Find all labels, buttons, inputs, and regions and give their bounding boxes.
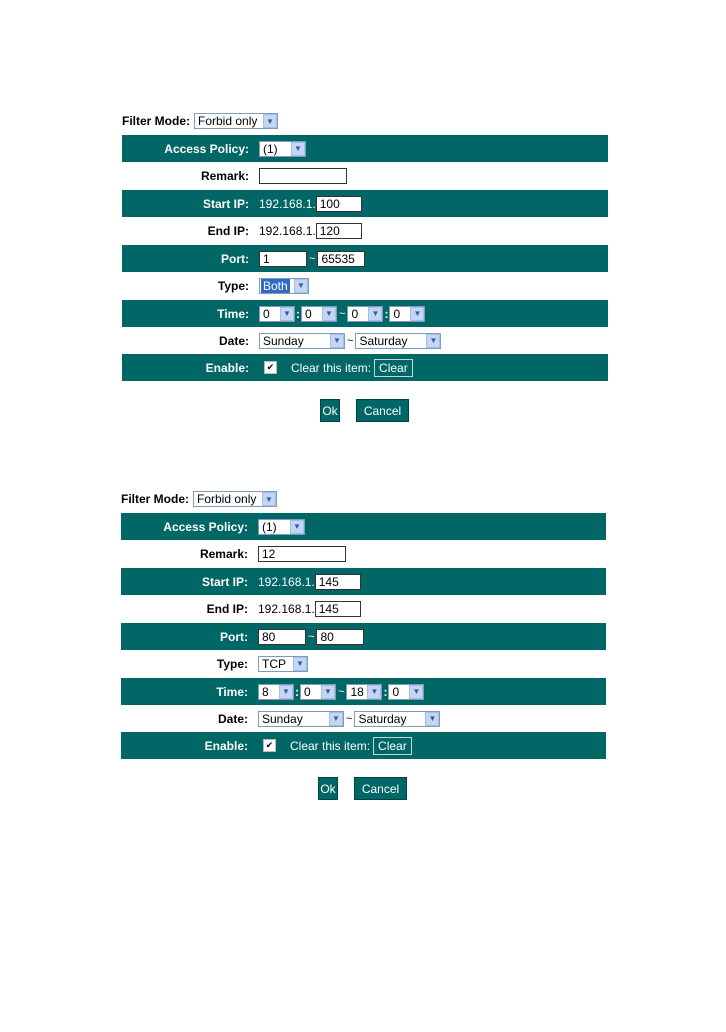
remark-row — [121, 540, 606, 567]
date-row — [122, 327, 608, 354]
enable-checkbox[interactable] — [264, 361, 277, 374]
filter-mode-row — [121, 487, 277, 511]
date-end-select[interactable] — [354, 711, 440, 727]
time-start-hour-value: 8 — [262, 684, 269, 699]
port-end-input[interactable]: 65535 — [317, 251, 365, 267]
chevron-down-icon[interactable]: ▼ — [410, 307, 424, 321]
date-end-value: Saturday — [359, 333, 408, 348]
chevron-down-icon[interactable]: ▼ — [330, 334, 344, 348]
chevron-down-icon[interactable]: ▼ — [368, 307, 382, 321]
type-row — [121, 650, 606, 677]
chevron-down-icon[interactable]: ▼ — [409, 685, 423, 699]
time-range-separator: ~ — [338, 685, 345, 698]
time-range-separator: ~ — [339, 307, 346, 320]
access-policy-value: (1) — [263, 141, 278, 156]
cancel-button[interactable]: Cancel — [354, 777, 407, 800]
date-start-select[interactable] — [258, 711, 344, 727]
end-ip-row — [121, 595, 606, 622]
remark-row — [122, 162, 608, 189]
chevron-down-icon[interactable]: ▼ — [322, 307, 336, 321]
time-end-hour-select[interactable] — [346, 684, 382, 700]
filter-panel-2 — [121, 487, 606, 807]
time-row — [121, 678, 606, 705]
time-end-min-select[interactable] — [389, 306, 425, 322]
time-start-hour-select[interactable] — [258, 684, 294, 700]
start-ip-prefix: 192.168.1. — [258, 574, 315, 589]
type-row — [122, 272, 608, 299]
enable-row — [121, 732, 606, 759]
chevron-down-icon[interactable]: ▼ — [425, 712, 439, 726]
chevron-down-icon[interactable]: ▼ — [293, 657, 307, 671]
remark-label: Remark: — [199, 546, 248, 561]
chevron-down-icon[interactable]: ▼ — [426, 334, 440, 348]
remark-input[interactable]: 12 — [258, 546, 346, 562]
time-label: Time: — [217, 306, 249, 321]
time-end-min-value: 0 — [392, 684, 400, 699]
date-range-separator: ~ — [346, 712, 353, 725]
chevron-down-icon[interactable]: ▼ — [367, 685, 381, 699]
end-ip-label: End IP: — [206, 601, 248, 616]
filter-mode-label: Filter Mode: — [122, 114, 190, 128]
access-policy-select[interactable] — [259, 141, 306, 157]
access-policy-row — [122, 135, 608, 162]
chevron-down-icon[interactable]: ▼ — [294, 279, 308, 293]
port-range-separator: ~ — [308, 630, 315, 643]
access-policy-select[interactable] — [258, 519, 305, 535]
filter-mode-select[interactable] — [194, 113, 278, 129]
port-row — [121, 623, 606, 650]
end-ip-row — [122, 217, 608, 244]
date-end-select[interactable] — [355, 333, 441, 349]
type-value: Both — [263, 278, 288, 293]
access-policy-row — [121, 513, 606, 540]
start-ip-input[interactable]: 100 — [316, 196, 362, 212]
time-label: Time: — [216, 684, 248, 699]
time-end-min-value: 0 — [393, 306, 401, 321]
end-ip-prefix: 192.168.1. — [258, 601, 315, 616]
filter-panel-1 — [122, 109, 608, 429]
port-start-input[interactable]: 80 — [258, 629, 306, 645]
clear-button[interactable]: Clear — [374, 359, 413, 377]
type-label: Type: — [216, 656, 248, 671]
checkmark-icon: ✔ — [265, 740, 274, 750]
type-select[interactable] — [259, 278, 309, 294]
ok-button[interactable]: Ok — [320, 399, 340, 422]
end-ip-label: End IP: — [207, 223, 249, 238]
date-row — [121, 705, 606, 732]
access-policy-label: Access Policy: — [164, 141, 249, 156]
enable-label: Enable: — [205, 360, 249, 375]
chevron-down-icon[interactable]: ▼ — [321, 685, 335, 699]
chevron-down-icon[interactable]: ▼ — [263, 114, 277, 128]
port-range-separator: ~ — [309, 252, 316, 265]
filter-mode-label: Filter Mode: — [121, 492, 189, 506]
time-end-hour-value: 18 — [350, 684, 364, 699]
cancel-button[interactable]: Cancel — [356, 399, 409, 422]
port-row — [122, 245, 608, 272]
type-select[interactable] — [258, 656, 308, 672]
time-row — [122, 300, 608, 327]
access-policy-label: Access Policy: — [163, 519, 248, 534]
start-ip-input[interactable]: 145 — [315, 574, 361, 590]
time-end-min-select[interactable] — [388, 684, 424, 700]
time-end-hour-select[interactable] — [347, 306, 383, 322]
date-range-separator: ~ — [347, 334, 354, 347]
enable-row — [122, 354, 608, 381]
port-end-input[interactable]: 80 — [316, 629, 364, 645]
date-label: Date: — [218, 333, 249, 348]
clear-item-label: Clear this item: — [291, 360, 372, 375]
filter-mode-select[interactable] — [193, 491, 277, 507]
start-ip-row — [121, 568, 606, 595]
time-end-hour-value: 0 — [351, 306, 359, 321]
filter-mode-value: Forbid only — [198, 114, 258, 128]
remark-input[interactable] — [259, 168, 347, 184]
port-label: Port: — [220, 629, 248, 644]
time-colon: : — [296, 306, 300, 321]
end-ip-input[interactable]: 120 — [316, 223, 362, 239]
ok-button[interactable]: Ok — [318, 777, 338, 800]
date-start-select[interactable] — [259, 333, 345, 349]
time-start-hour-value: 0 — [263, 306, 270, 321]
port-start-input[interactable]: 1 — [259, 251, 307, 267]
checkmark-icon: ✔ — [266, 362, 275, 372]
filter-mode-value: Forbid only — [197, 492, 257, 506]
chevron-down-icon[interactable]: ▼ — [291, 142, 305, 156]
time-start-min-value: 0 — [304, 684, 311, 699]
end-ip-prefix: 192.168.1. — [259, 223, 316, 238]
type-value: TCP — [262, 656, 286, 671]
chevron-down-icon[interactable]: ▼ — [290, 520, 304, 534]
time-start-hour-select[interactable] — [259, 306, 295, 322]
enable-label: Enable: — [204, 738, 248, 753]
date-end-value: Saturday — [358, 711, 407, 726]
time-start-min-select[interactable] — [301, 306, 337, 322]
time-start-min-value: 0 — [305, 306, 312, 321]
end-ip-input[interactable]: 145 — [315, 601, 361, 617]
chevron-down-icon[interactable]: ▼ — [262, 492, 276, 506]
time-colon: : — [295, 684, 299, 699]
clear-item-label: Clear this item: — [290, 738, 371, 753]
date-start-value: Sunday — [263, 333, 304, 348]
enable-checkbox[interactable] — [263, 739, 276, 752]
start-ip-label: Start IP: — [201, 574, 248, 589]
start-ip-prefix: 192.168.1. — [259, 196, 316, 211]
filter-mode-row — [122, 109, 278, 133]
time-colon: : — [384, 306, 389, 321]
date-start-value: Sunday — [262, 711, 303, 726]
clear-button[interactable]: Clear — [373, 737, 412, 755]
remark-label: Remark: — [200, 168, 249, 183]
chevron-down-icon[interactable]: ▼ — [280, 307, 294, 321]
start-ip-row — [122, 190, 608, 217]
chevron-down-icon[interactable]: ▼ — [279, 685, 293, 699]
access-policy-value: (1) — [262, 519, 277, 534]
start-ip-label: Start IP: — [202, 196, 249, 211]
chevron-down-icon[interactable]: ▼ — [329, 712, 343, 726]
type-label: Type: — [217, 278, 249, 293]
time-start-min-select[interactable] — [300, 684, 336, 700]
date-label: Date: — [217, 711, 248, 726]
port-label: Port: — [221, 251, 249, 266]
time-colon: : — [383, 684, 388, 699]
